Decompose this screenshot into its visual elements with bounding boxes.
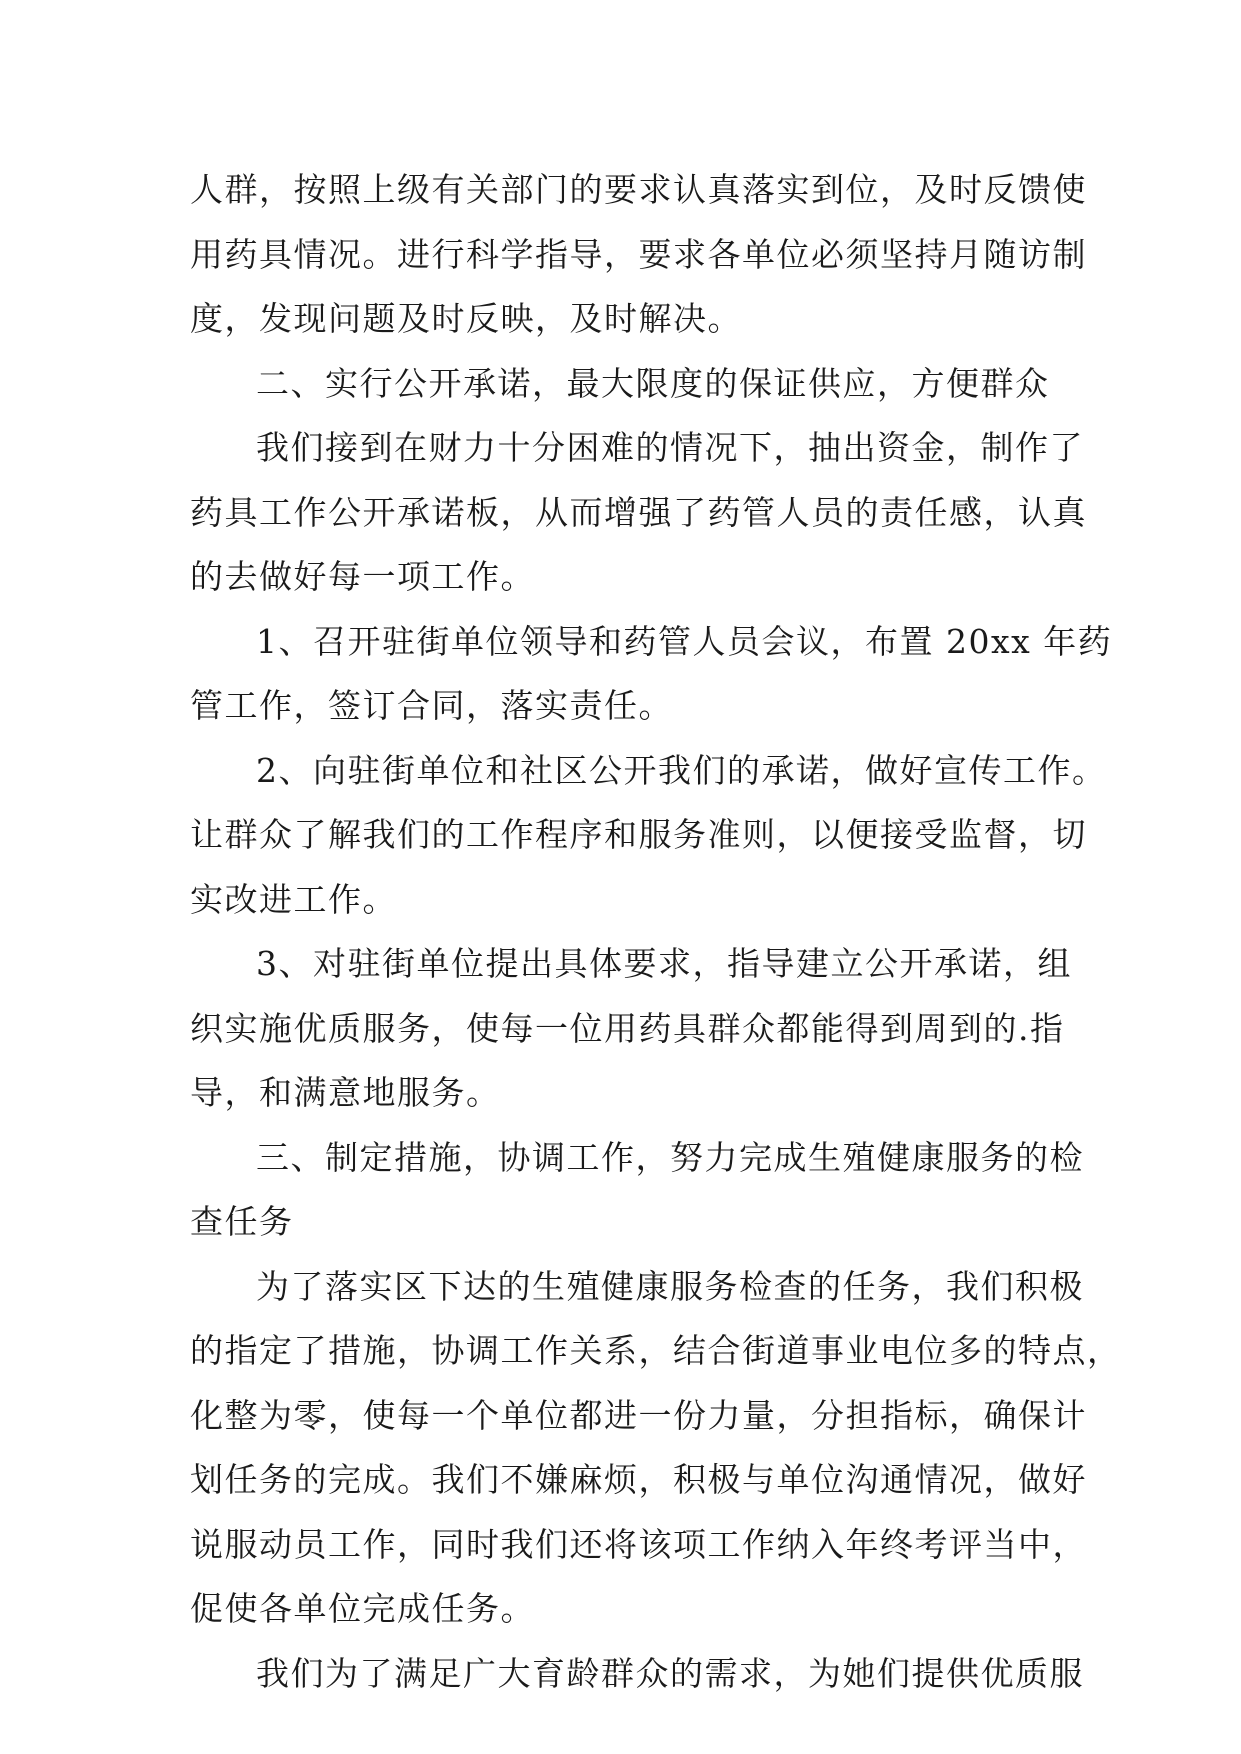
section-heading-3: 三、制定措施，协调工作，努力完成生殖健康服务的检 — [256, 1137, 1084, 1177]
text-line: 我们接到在财力十分困难的情况下，抽出资金，制作了 — [256, 428, 1084, 467]
text-line: 实改进工作。 — [190, 879, 397, 919]
text-line: 药具工作公开承诺板，从而增强了药管人员的责任感，认真 — [190, 492, 1087, 532]
text-line: 度，发现问题及时反映，及时解决。 — [190, 299, 742, 338]
text-line: 的指定了措施，协调工作关系，结合街道事业电位多的特点， — [190, 1331, 1122, 1370]
text-line: 说服动员工作，同时我们还将该项工作纳入年终考评当中， — [190, 1524, 1087, 1564]
list-item-3: 3、对驻街单位提出具体要求，指导建立公开承诺，组 — [256, 944, 1072, 983]
text-line: 划任务的完成。我们不嫌麻烦，积极与单位沟通情况，做好 — [190, 1460, 1087, 1499]
text-line: 织实施优质服务，使每一位用药具群众都能得到周到的.指 — [190, 1008, 1065, 1048]
text-line: 查任务 — [190, 1202, 294, 1241]
text-line: 我们为了满足广大育龄群众的需求，为她们提供优质服 — [256, 1653, 1084, 1693]
text-line: 用药具情况。进行科学指导，要求各单位必须坚持月随访制 — [190, 234, 1087, 274]
text-line: 让群众了解我们的工作程序和服务准则，以便接受监督，切 — [190, 815, 1087, 854]
text-line: 为了落实区下达的生殖健康服务检查的任务，我们积极 — [256, 1266, 1084, 1306]
text-line: 促使各单位完成任务。 — [190, 1589, 535, 1628]
document-body — [190, 158, 1122, 1706]
list-item-2: 2、向驻街单位和社区公开我们的承诺，做好宣传工作。 — [256, 750, 1107, 790]
text-line: 导，和满意地服务。 — [190, 1073, 501, 1112]
text-line: 管工作，签订合同，落实责任。 — [190, 686, 673, 725]
text-line: 人群，按照上级有关部门的要求认真落实到位，及时反馈使 — [190, 170, 1087, 209]
text-line: 化整为零，使每一个单位都进一份力量，分担指标，确保计 — [190, 1395, 1087, 1435]
text-line: 的去做好每一项工作。 — [190, 557, 535, 596]
list-item-1: 1、召开驻街单位领导和药管人员会议，布置 20xx 年药 — [256, 621, 1113, 661]
section-heading-2: 二、实行公开承诺，最大限度的保证供应，方便群众 — [256, 363, 1050, 403]
